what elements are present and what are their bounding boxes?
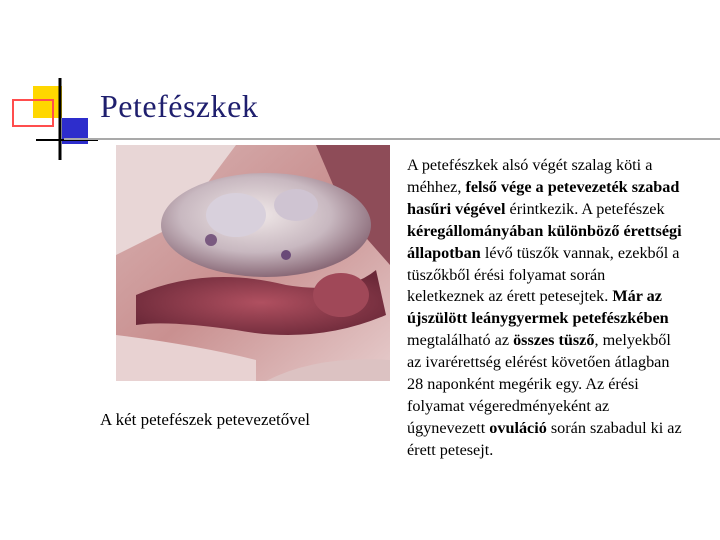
paragraph-emphasis: ovuláció xyxy=(489,418,547,437)
description-paragraph xyxy=(407,155,685,462)
paragraph-emphasis: felső vége a petevezeték szabad hasűri végével xyxy=(407,177,680,218)
photo-caption: A két petefészek petevezetővel xyxy=(100,410,311,429)
paragraph-text: A petefészkek alsó végét szalag köti a méhhez, xyxy=(407,156,653,196)
paragraph-text: érintkezik. A petefészek xyxy=(505,199,665,218)
paragraph-text: lévő tüszők vannak, ezekből a tüszőkből érési folyamat során keletkeznek az érett petesejtek. xyxy=(407,243,680,306)
paragraph-text: megtalálható az xyxy=(407,331,514,350)
title-divider xyxy=(64,138,720,140)
ovary-photo xyxy=(116,145,390,381)
slide-title: Petefészkek xyxy=(100,88,259,124)
paragraph-text: , melyekből az ivarérettség elérést követően átlagban 28 naponként megérik egy. Az érési folyamat végeredményeként az úgynevezett xyxy=(407,331,671,437)
slide-corner-ornament xyxy=(0,0,100,170)
paragraph-text: során szabadul ki az érett petesejt. xyxy=(407,418,682,459)
paragraph-emphasis: kéregállományában különböző érettségi állapotban xyxy=(407,221,682,262)
paragraph-emphasis: összes tüsző xyxy=(513,331,595,350)
deco-yellow-square xyxy=(33,86,62,118)
paragraph-emphasis: Már az újszülött leánygyermek petefészkében xyxy=(407,287,669,328)
